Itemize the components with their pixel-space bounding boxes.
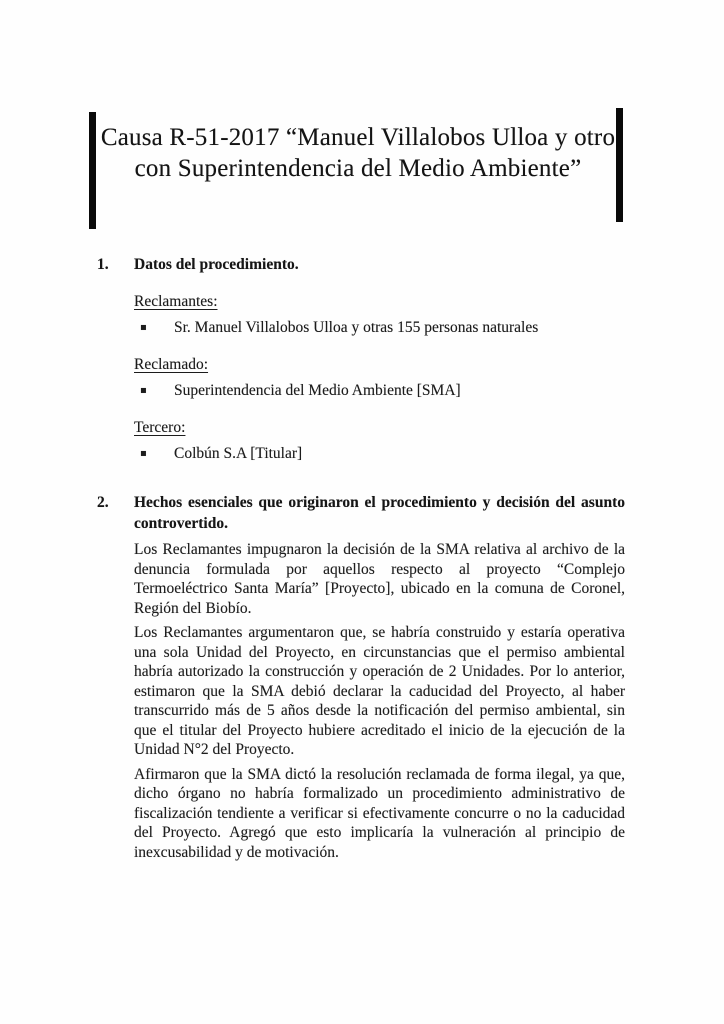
section-1-heading (97, 254, 625, 275)
case-title-line1: Causa R-51-2017 “Manuel Villalobos Ulloa y otro (100, 124, 616, 151)
title-frame-right-bar (616, 108, 623, 222)
paragraph-2: Los Reclamantes argumentaron que, se habría construido y estaría operativa una sola Unidad del Proyecto, en circunstancias que el permiso ambiental habría autorizado la construcción y operación de 2 Unidades. Por lo anterior, estimaron que la SMA debió declarar la caducidad del Proyecto, al haber transcurrido más de 5 años desde la notificación del permiso ambiental, sin que el titular del Proyecto hubiere acreditado el inicio de la ejecución de la Unidad N°2 del Proyecto. (134, 624, 625, 758)
document-body (97, 254, 625, 862)
paragraph-3: Afirmaron que la SMA dictó la resolución reclamada de forma ilegal, ya que, dicho órgano no habría formalizado un procedimiento administrativo de fiscalización tendiente a verificar si efectivamente concurre o no la caducidad del Proyecto. Agregó que esto implicaría la vulneración al principio de inexcusabilidad y de motivación. (134, 765, 625, 861)
case-title-line2: con Superintendencia del Medio Ambiente” (134, 155, 582, 182)
list-item-reclamante (134, 317, 625, 338)
list-item-text: Superintendencia del Medio Ambiente [SMA] (174, 382, 461, 399)
list-item-reclamado (134, 380, 625, 401)
group-label-reclamado: Reclamado: (134, 356, 209, 373)
case-title (99, 122, 617, 184)
section-2-number: 2. (97, 494, 109, 511)
square-bullet-icon: ▪ (140, 385, 147, 396)
section-1-title: Datos del procedimiento. (134, 256, 299, 273)
group-label-tercero: Tercero: (134, 419, 186, 436)
list-item-tercero (134, 443, 625, 464)
section-1-number: 1. (97, 256, 109, 273)
list-item-text: Colbún S.A [Titular] (174, 445, 303, 462)
title-frame-left-bar (89, 112, 96, 229)
square-bullet-icon: ▪ (140, 322, 147, 333)
square-bullet-icon: ▪ (140, 448, 147, 459)
group-label-reclamantes: Reclamantes: (134, 293, 218, 310)
paragraph-1: Los Reclamantes impugnaron la decisión de la SMA relativa al archivo de la denuncia formulada por aquellos respecto al proyecto “Complejo Termoeléctrico Santa María” [Proyecto], ubicado en la comuna de Coronel, Región del Biobío. (134, 541, 625, 617)
list-item-text: Sr. Manuel Villalobos Ulloa y otras 155 personas naturales (174, 319, 539, 336)
section-2-heading (97, 492, 625, 534)
section-2-title: Hechos esenciales que originaron el procedimiento y decisión del asunto controvertido. (134, 494, 625, 532)
